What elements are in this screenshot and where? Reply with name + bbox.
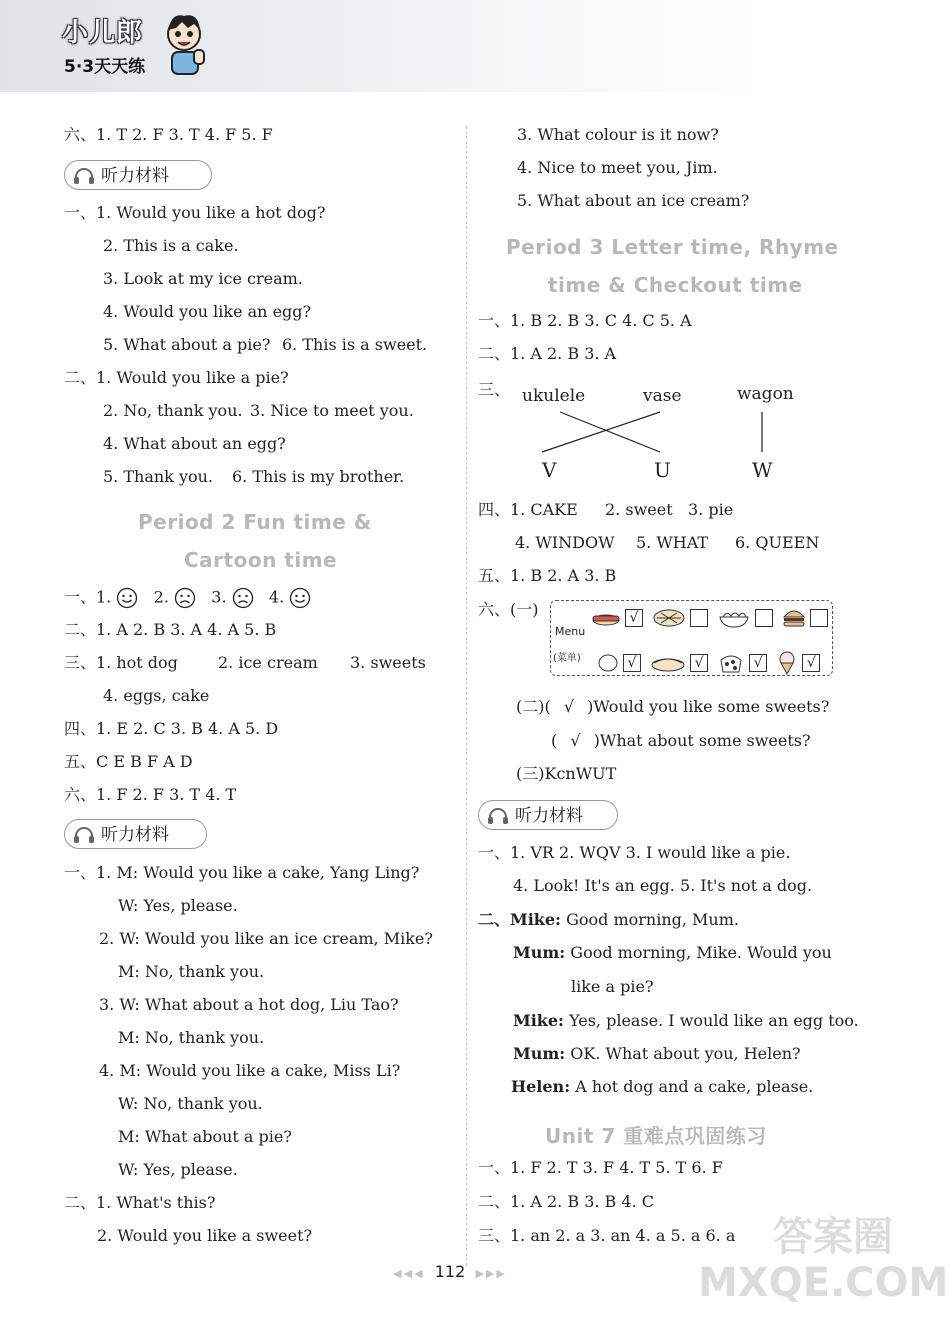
section-heading: time & Checkout time bbox=[548, 273, 803, 297]
listening-label: 听力材料 bbox=[515, 806, 583, 826]
answer-line: 4. WINDOW bbox=[515, 533, 615, 552]
answer-line: 五、C E B F A D bbox=[64, 752, 193, 771]
speaker: Helen: bbox=[511, 1077, 571, 1096]
check-box bbox=[755, 609, 773, 627]
match-word: wagon bbox=[737, 384, 794, 404]
menu-label: Menu bbox=[555, 625, 586, 638]
speech: Good morning, Mike. Would you bbox=[570, 943, 832, 962]
answer-line: 三、1. an 2. a 3. an 4. a 5. a 6. a bbox=[478, 1226, 736, 1245]
answer-line: 六、1. F 2. F 3. T 4. T bbox=[64, 785, 237, 804]
check-box: √ bbox=[749, 654, 767, 672]
answer-line: 6. QUEEN bbox=[735, 533, 820, 552]
answer-line: 6. This is a sweet. bbox=[282, 335, 428, 354]
section-heading: Period 2 Fun time & bbox=[138, 510, 372, 534]
answer-line bbox=[516, 697, 829, 717]
boy-mascot-icon bbox=[160, 10, 208, 78]
answer-line: 3. Nice to meet you. bbox=[250, 401, 414, 420]
q-label: ( bbox=[551, 731, 558, 750]
answer-line: 2. This is a cake. bbox=[103, 236, 239, 255]
dialogue-line: 一、1. VR 2. WQV 3. I would like a pie. bbox=[478, 843, 791, 862]
check-mark: √ bbox=[570, 731, 581, 750]
dialogue-line: 2. W: Would you like an ice cream, Mike? bbox=[99, 929, 433, 948]
egg-icon bbox=[597, 653, 619, 673]
dialogue-line: W: Yes, please. bbox=[118, 1160, 238, 1179]
check-mark: √ bbox=[563, 697, 575, 716]
ice-cream-icon bbox=[776, 651, 798, 675]
dialogue-line: M: No, thank you. bbox=[118, 1028, 265, 1047]
section-heading: Period 3 Letter time, Rhyme bbox=[506, 235, 839, 259]
series-name: 5·3天天练 bbox=[64, 57, 146, 77]
section-heading: Unit 7 重难点巩固练习 bbox=[545, 1124, 767, 1148]
section-heading: Cartoon time bbox=[184, 548, 338, 572]
watermark: 答案圈 MXQE.COM bbox=[698, 1214, 948, 1306]
listening-material-heading bbox=[64, 819, 207, 849]
dialogue-line: 一、1. M: Would you like a cake, Yang Ling? bbox=[64, 863, 420, 882]
dialogue-line: 4. Look! It's an egg. 5. It's not a dog. bbox=[513, 876, 813, 895]
answer-line bbox=[64, 587, 311, 609]
answer-line: 三、1. hot dog bbox=[64, 653, 178, 672]
dialogue-line: W: Yes, please. bbox=[118, 896, 238, 915]
headphones-icon bbox=[73, 826, 95, 844]
listening-material-heading bbox=[64, 160, 212, 190]
speech: OK. What about you, Helen? bbox=[570, 1044, 801, 1063]
answer-line: 4. eggs, cake bbox=[103, 686, 210, 705]
dialogue-line: 4. M: Would you like a cake, Miss Li? bbox=[99, 1061, 401, 1080]
match-word: vase bbox=[643, 386, 682, 406]
answer-line: (三)KcnWUT bbox=[516, 764, 617, 783]
answer-line: 二、1. Would you like a pie? bbox=[64, 368, 289, 387]
answer-line: 5. WHAT bbox=[636, 533, 709, 552]
match-letter: U bbox=[654, 458, 671, 482]
answer-line: 5. Thank you. bbox=[103, 467, 214, 486]
speaker: Mike: bbox=[513, 1011, 564, 1030]
answer-line: 4. Would you like an egg? bbox=[103, 302, 312, 321]
sweets-jar-icon bbox=[717, 652, 745, 674]
page-number: 112 bbox=[434, 1262, 466, 1281]
dialogue-line: M: No, thank you. bbox=[118, 962, 265, 981]
match-word: ukulele bbox=[522, 386, 586, 406]
sentence: )What about some sweets? bbox=[593, 731, 811, 750]
smiley-face-icon bbox=[116, 587, 138, 609]
speaker: Mum: bbox=[513, 1044, 566, 1063]
check-box: √ bbox=[802, 654, 820, 672]
q-label: (二)( bbox=[516, 697, 551, 716]
brand-logo: 小儿郎 bbox=[62, 18, 144, 48]
column-divider bbox=[466, 126, 467, 1266]
sad-face-icon bbox=[174, 587, 196, 609]
check-box: √ bbox=[623, 654, 641, 672]
answer-line: 3. What colour is it now? bbox=[517, 125, 719, 144]
listening-material-heading bbox=[478, 800, 618, 830]
check-box: √ bbox=[690, 654, 708, 672]
match-letter: V bbox=[542, 458, 557, 482]
answer-line: 3. pie bbox=[688, 500, 734, 519]
answer-line bbox=[551, 731, 811, 751]
answer-line: 2. sweet bbox=[605, 500, 673, 519]
dialogue-line: 3. W: What about a hot dog, Liu Tao? bbox=[99, 995, 399, 1014]
answer-line: 4. Nice to meet you, Jim. bbox=[517, 158, 718, 177]
menu-box bbox=[550, 600, 833, 676]
hamburger-icon bbox=[782, 607, 806, 629]
answer-line: 一、1. F 2. T 3. F 4. T 5. T 6. F bbox=[478, 1158, 723, 1177]
hot-dog-icon bbox=[591, 608, 621, 628]
q-label: 4. bbox=[268, 587, 285, 607]
answer-line: 四、1. E 2. C 3. B 4. A 5. D bbox=[64, 719, 279, 738]
dialogue-line bbox=[513, 1011, 859, 1031]
answer-line: 四、1. CAKE bbox=[478, 500, 578, 519]
speech: Yes, please. I would like an egg too. bbox=[569, 1011, 859, 1030]
dialogue-line: 2. Would you like a sweet? bbox=[97, 1226, 313, 1245]
dialogue-line bbox=[513, 1044, 801, 1064]
dialogue-line bbox=[513, 943, 832, 963]
answer-line: 二、1. A 2. B 3. A bbox=[478, 344, 617, 363]
cake-icon bbox=[650, 653, 686, 673]
page-footer bbox=[0, 1262, 900, 1281]
answer-line: 一、1. B 2. B 3. C 4. C 5. A bbox=[478, 311, 692, 330]
dialogue-line: like a pie? bbox=[571, 977, 654, 996]
answer-line: 2. ice cream bbox=[218, 653, 318, 672]
speaker: 二、Mike: bbox=[478, 910, 561, 929]
answer-line: 4. What about an egg? bbox=[103, 434, 286, 453]
check-box bbox=[810, 609, 828, 627]
answer-line: 六、1. T 2. F 3. T 4. F 5. F bbox=[64, 125, 273, 144]
answer-line: 三、 bbox=[478, 380, 511, 399]
speaker: Mum: bbox=[513, 943, 566, 962]
sad-face-icon bbox=[232, 587, 254, 609]
answer-line: 六、(一) bbox=[478, 600, 539, 619]
dialogue-line: 二、1. What's this? bbox=[64, 1193, 216, 1212]
check-box bbox=[690, 609, 708, 627]
q-label: 2. bbox=[153, 587, 169, 607]
left-arrows: ◀◀◀ bbox=[393, 1267, 425, 1280]
answer-line: 3. Look at my ice cream. bbox=[103, 269, 303, 288]
speech: Good morning, Mum. bbox=[566, 910, 739, 929]
answer-line: 6. This is my brother. bbox=[232, 467, 405, 486]
answer-line: 二、1. A 2. B 3. A 4. A 5. B bbox=[64, 620, 277, 639]
answer-line: 五、1. B 2. A 3. B bbox=[478, 566, 617, 585]
q-label: 一、1. bbox=[64, 587, 112, 607]
menu-row-2 bbox=[595, 651, 822, 675]
dialogue-line bbox=[511, 1077, 813, 1097]
answer-line: 二、1. A 2. B 3. B 4. C bbox=[478, 1192, 654, 1211]
menu-cn-label: (菜单) bbox=[553, 653, 581, 664]
dialogue-line: M: What about a pie? bbox=[118, 1127, 292, 1146]
answer-line: 一、1. Would you like a hot dog? bbox=[64, 203, 326, 222]
headphones-icon bbox=[73, 167, 95, 185]
check-box: √ bbox=[625, 609, 643, 627]
sentence: )Would you like some sweets? bbox=[587, 697, 830, 716]
listening-label: 听力材料 bbox=[101, 166, 169, 186]
headphones-icon bbox=[487, 807, 509, 825]
smiley-face-icon bbox=[289, 587, 311, 609]
dialogue-line: W: No, thank you. bbox=[118, 1094, 263, 1113]
pie-icon bbox=[652, 607, 686, 629]
listening-label: 听力材料 bbox=[101, 825, 169, 845]
matching-lines bbox=[520, 408, 780, 458]
answer-line: 5. What about a pie? bbox=[103, 335, 271, 354]
noodle-bowl-icon bbox=[717, 607, 751, 629]
answer-line: 2. No, thank you. bbox=[103, 401, 243, 420]
dialogue-line bbox=[478, 910, 739, 930]
answer-line: 5. What about an ice cream? bbox=[517, 191, 750, 210]
q-label: 3. bbox=[211, 587, 227, 607]
right-arrows: ▶▶▶ bbox=[475, 1267, 507, 1280]
match-letter: W bbox=[752, 458, 773, 482]
speech: A hot dog and a cake, please. bbox=[575, 1077, 814, 1096]
menu-row-1 bbox=[589, 607, 830, 629]
answer-line: 3. sweets bbox=[350, 653, 426, 672]
